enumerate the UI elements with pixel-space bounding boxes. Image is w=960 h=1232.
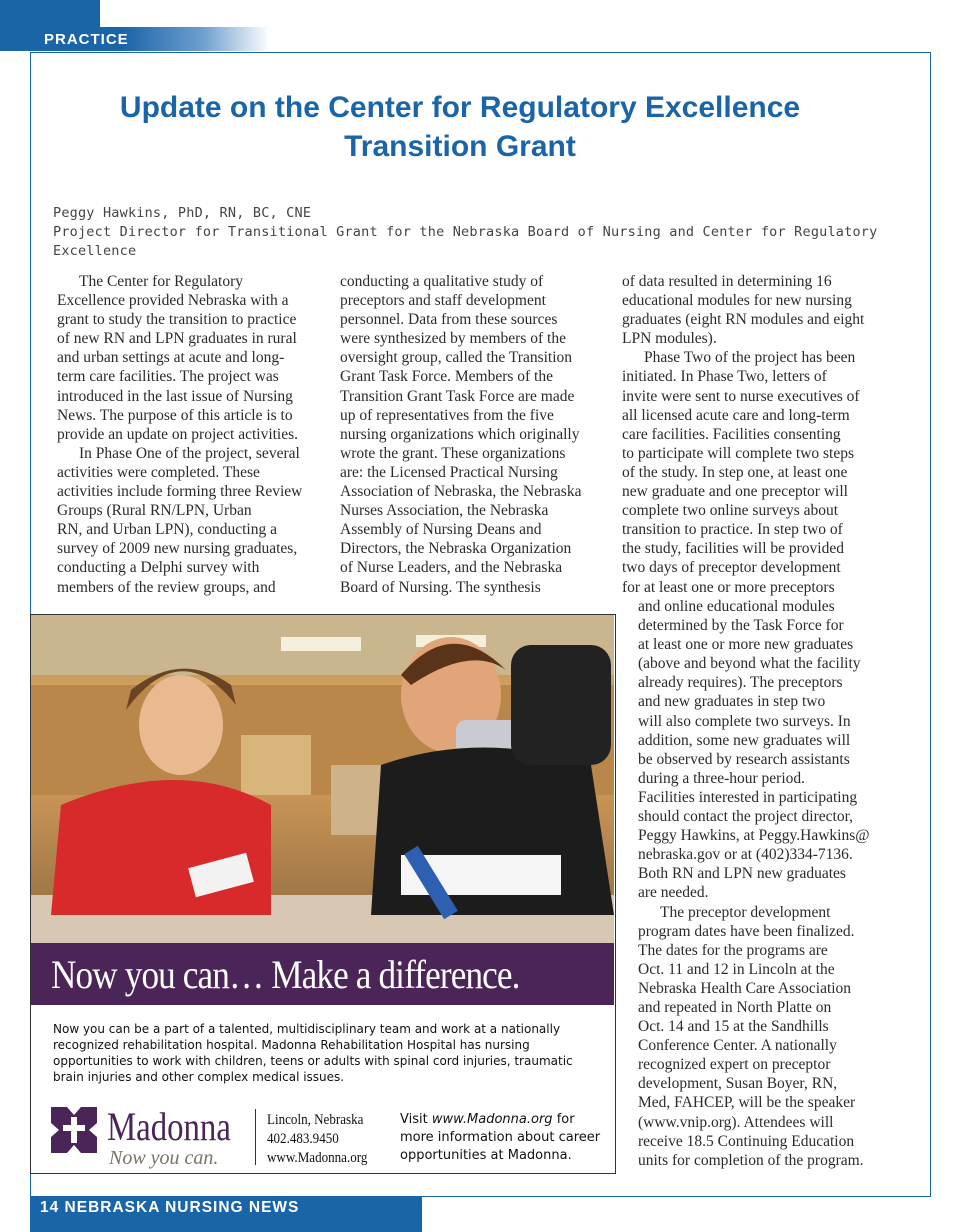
article-line: to participate will complete two steps <box>622 444 855 462</box>
article-line: The preceptor development <box>660 903 831 921</box>
article-line: addition, some new graduates will <box>638 731 851 749</box>
section-tab-top <box>0 0 100 27</box>
article-line: are: the Licensed Practical Nursing <box>340 463 558 481</box>
article-line: RN, and Urban LPN), conducting a <box>57 521 277 539</box>
article-line: should contact the project director, <box>638 808 854 826</box>
article-line: the study, facilities will be provided <box>622 540 844 558</box>
ad-city: Lincoln, Nebraska <box>267 1112 364 1128</box>
article-line: activities include forming three Review <box>57 483 303 501</box>
ad-divider <box>255 1109 256 1165</box>
article-line: grant to study the transition to practice <box>57 311 297 329</box>
article-line: survey of 2009 new nursing graduates, <box>57 540 298 558</box>
article-line: (www.vnip.org). Attendees will <box>638 1113 834 1131</box>
article-line: Assembly of Nursing Deans and <box>340 521 542 539</box>
article-line: during a three-hour period. <box>638 769 805 787</box>
article-line: Peggy Hawkins, at Peggy.Hawkins@ <box>638 827 870 845</box>
article-line: for at least one or more preceptors <box>622 578 835 596</box>
article-line: nebraska.gov or at (402)334-7136. <box>638 846 853 864</box>
ad-body: Now you can be a part of a talented, multidisciplinary team and work at a nationally recognized rehabilitation hospital. Madonna Rehabilitation Hospital has nursing opportunities to work with children, teens or adults with spinal cord injuries, traumatic brain injuries and other complex medical issues. <box>53 1022 573 1084</box>
ad-visit-link[interactable]: www.Madonna.org <box>431 1112 553 1127</box>
article-line: two days of preceptor development <box>622 559 841 577</box>
article-title: Update on the Center for Regulatory Excellence Transition Grant <box>119 91 801 163</box>
article-line: of the study. In step one, at least one <box>622 463 848 481</box>
article-line: recognized expert on preceptor <box>638 1056 831 1074</box>
article-line: The dates for the programs are <box>638 941 828 959</box>
article-line: and new graduates in step two <box>638 693 826 711</box>
article-line: Nurses Association, the Nebraska <box>340 502 549 520</box>
article-line: were synthesized by members of the <box>340 330 566 348</box>
article-line: nursing organizations which originally <box>340 425 580 443</box>
article-line: will also complete two surveys. In <box>638 712 851 730</box>
ad-contact <box>267 1111 384 1168</box>
article-line: of data resulted in determining 16 <box>622 273 832 290</box>
ad-photo <box>31 615 614 943</box>
author-role: Project Director for Transitional Grant for the Nebraska Board of Nursing and Center for Regulatory Excellence <box>53 224 878 259</box>
section-tab <box>0 27 270 51</box>
article-line: up of representatives from the five <box>340 406 554 424</box>
article-line: Directors, the Nebraska Organization <box>340 540 572 558</box>
article-line: Oct. 14 and 15 at the Sandhills <box>638 1018 829 1036</box>
footer-page-label: 14 NEBRASKA NURSING NEWS <box>40 1199 300 1216</box>
article-line: Grant Task Force. Members of the <box>340 368 553 386</box>
article-line: be observed by research assistants <box>638 750 850 768</box>
article-line: wrote the grant. These organizations <box>340 444 566 462</box>
article-line: activities were completed. These <box>57 463 260 481</box>
article-column-3-continued <box>638 597 908 1170</box>
article-line: and urban settings at acute and long- <box>57 349 285 367</box>
ad-visit-prefix: Visit <box>400 1112 432 1127</box>
ad-headline: Now you can… Make a difference. <box>51 952 520 997</box>
ad-phone: 402.483.9450 <box>267 1131 339 1147</box>
article-line: Phase Two of the project has been <box>644 349 856 367</box>
article-line: Med, FAHCEP, will be the speaker <box>638 1094 856 1112</box>
ad-website[interactable]: www.Madonna.org <box>267 1150 368 1166</box>
article-line: members of the review groups, and <box>57 578 276 596</box>
article-line: Excellence provided Nebraska with a <box>57 292 289 310</box>
article-line: of Nurse Leaders, and the Nebraska <box>340 559 563 577</box>
article-line: complete two online surveys about <box>622 502 839 520</box>
article-column-1 <box>57 272 327 597</box>
madonna-cross-icon <box>51 1107 97 1153</box>
article-line: and repeated in North Platte on <box>638 998 832 1016</box>
madonna-logo-name: Madonna <box>107 1104 231 1149</box>
madonna-advertisement <box>30 614 616 1174</box>
article-line: invite were sent to nurse executives of <box>622 387 860 405</box>
article-line: LPN modules). <box>622 330 717 348</box>
author-name: Peggy Hawkins, PhD, RN, BC, CNE <box>53 205 312 221</box>
ad-visit-suffix: for more information about career opportunities at Madonna. <box>400 1112 601 1163</box>
article-line: all licensed acute care and long-term <box>622 406 850 424</box>
article-line: personnel. Data from these sources <box>340 311 558 329</box>
ad-visit-text <box>400 1111 610 1165</box>
article-line: program dates have been finalized. <box>638 922 855 940</box>
article-column-3 <box>622 272 902 597</box>
article-line: Conference Center. A nationally <box>638 1037 837 1055</box>
article-line: Board of Nursing. The synthesis <box>340 578 541 596</box>
article-line: The Center for Regulatory <box>79 273 243 290</box>
article-line: initiated. In Phase Two, letters of <box>622 368 827 386</box>
article-line: Transition Grant Task Force are made <box>340 387 575 405</box>
article-line: of new RN and LPN graduates in rural <box>57 330 297 348</box>
article-line: care facilities. Facilities consenting <box>622 425 841 443</box>
article-line: Oct. 11 and 12 in Lincoln at the <box>638 960 835 978</box>
article-line: graduates (eight RN modules and eight <box>622 311 865 329</box>
article-column-2 <box>340 272 610 597</box>
article-line: Nebraska Health Care Association <box>638 979 852 997</box>
article-line: preceptors and staff development <box>340 292 546 310</box>
article-line: educational modules for new nursing <box>622 292 852 310</box>
article-line: provide an update on project activities. <box>57 425 299 443</box>
article-line: News. The purpose of this article is to <box>57 406 293 424</box>
article-line: conducting a qualitative study of <box>340 273 544 290</box>
author-block <box>53 204 913 261</box>
madonna-logo-tagline: Now you can. <box>109 1147 219 1169</box>
article-line: In Phase One of the project, several <box>79 444 300 462</box>
article-line: units for completion of the program. <box>638 1151 864 1169</box>
article-line: term care facilities. The project was <box>57 368 279 386</box>
article-line: oversight group, called the Transition <box>340 349 573 367</box>
article-line: determined by the Task Force for <box>638 617 844 635</box>
article-line: (above and beyond what the facility <box>638 655 861 673</box>
article-line: receive 18.5 Continuing Education <box>638 1132 855 1150</box>
article-line: Groups (Rural RN/LPN, Urban <box>57 502 252 520</box>
article-line: introduced in the last issue of Nursing <box>57 387 293 405</box>
article-line: Association of Nebraska, the Nebraska <box>340 483 582 501</box>
article-line: at least one or more new graduates <box>638 636 854 654</box>
article-line: Both RN and LPN new graduates <box>638 865 846 883</box>
section-label: PRACTICE <box>44 31 129 48</box>
article-line: Facilities interested in participating <box>638 788 858 806</box>
article-line: are needed. <box>638 884 709 902</box>
article-line: transition to practice. In step two of <box>622 521 843 539</box>
nurse-patient-photo <box>31 615 614 943</box>
article-line: new graduate and one preceptor will <box>622 483 848 501</box>
article-line: and online educational modules <box>638 598 835 615</box>
article-line: development, Susan Boyer, RN, <box>638 1075 838 1093</box>
article-line: conducting a Delphi survey with <box>57 559 260 577</box>
article-line: already requires). The preceptors <box>638 674 843 692</box>
